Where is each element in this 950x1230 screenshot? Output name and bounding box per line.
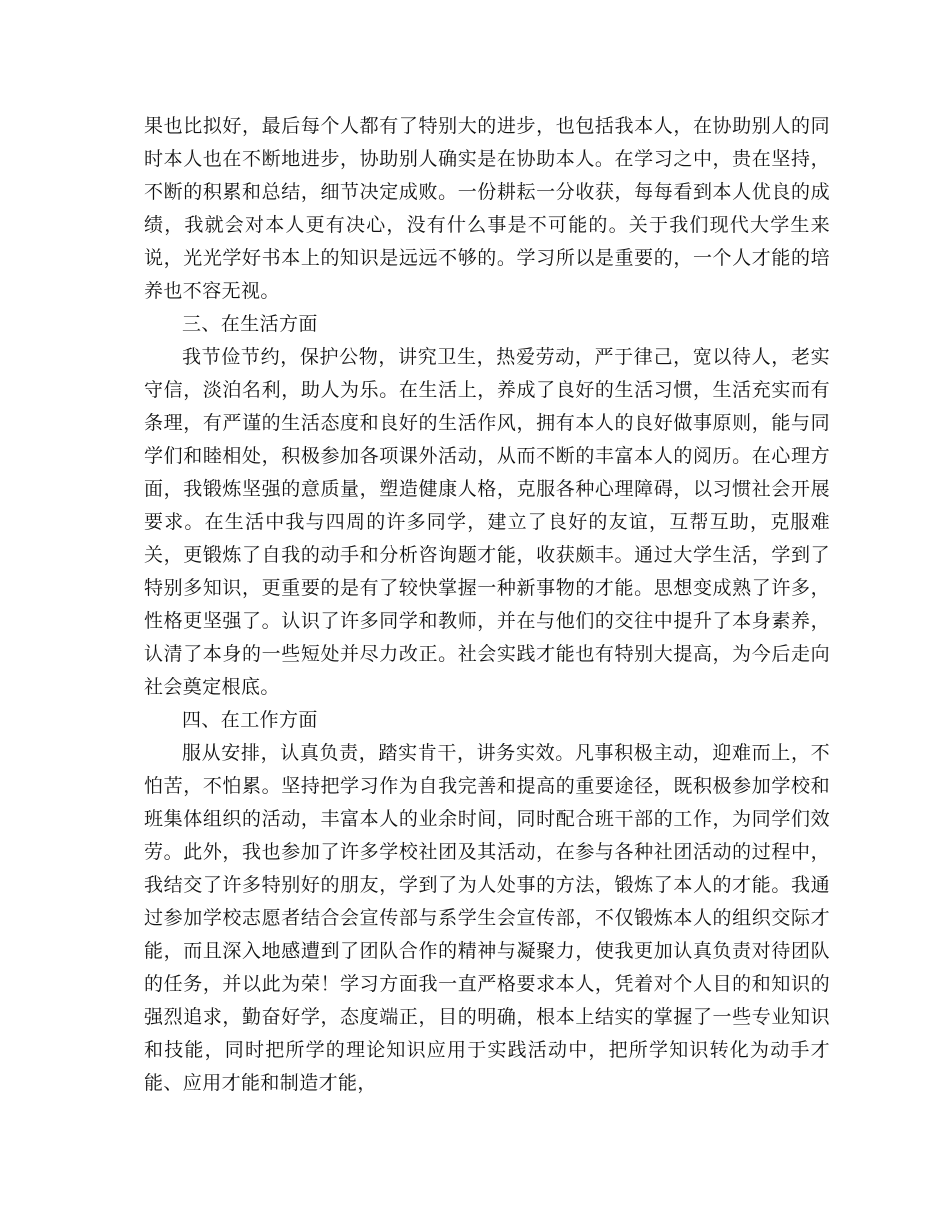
paragraph-life: 我节俭节约，保护公物，讲究卫生，热爱劳动，严于律己，宽以待人，老实守信，淡泊名利，助人为乐。在生活上，养成了良好的生活习惯，生活充实而有条理，有严谨的生活态度和良好的生活作风，拥有本人的良好做事原则，能与同学们和睦相处，积极参加各项课外活动，从而不断的丰富本人的阅历。在心理方面，我锻炼坚强的意质量，塑造健康人格，克服各种心理障碍，以习惯社会开展要求。在生活中我与四周的许多同学，建立了良好的友谊，互帮互助，克服难关，更锻炼了自我的动手和分析咨询题才能，收获颇丰。通过大学生活，学到了特别多知识，更重要的是有了较快掌握一种新事物的才能。思想变成熟了许多，性格更坚强了。认识了许多同学和教师，并在与他们的交往中提升了本身素养，认清了本身的一些短处并尽力改正。社会实践才能也有特别大提高，为今后走向社会奠定根底。 — [144, 346, 830, 698]
paragraph-study-continued: 果也比拟好，最后每个人都有了特别大的进步，也包括我本人，在协助别人的同时本人也在不断地进步，协助别人确实是在协助本人。在学习之中，贵在坚持，不断的积累和总结，细节决定成败。一份耕耘一分收获，每每看到本人优良的成绩，我就会对本人更有决心，没有什么事是不可能的。关于我们现代大学生来说，光光学好书本上的知识是远远不够的。学习所以是重要的，一个人才能的培养也不容无视。 — [144, 115, 830, 302]
document-body — [144, 110, 830, 1100]
section-heading-work: 四、在工作方面 — [182, 709, 318, 731]
paragraph-work: 服从安排，认真负责，踏实肯干，讲务实效。凡事积极主动，迎难而上，不怕苦，不怕累。坚持把学习作为自我完善和提高的重要途径，既积极参加学校和班集体组织的活动，丰富本人的业余时间，同时配合班干部的工作，为同学们效劳。此外，我也参加了许多学校社团及其活动，在参与各种社团活动的过程中，我结交了许多特别好的朋友，学到了为人处事的方法，锻炼了本人的才能。我通过参加学校志愿者结合会宣传部与系学生会宣传部，不仅锻炼本人的组织交际才能，而且深入地感遭到了团队合作的精神与凝聚力，使我更加认真负责对待团队的任务，并以此为荣！学习方面我一直严格要求本人，凭着对个人目的和知识的强烈追求，勤奋好学，态度端正，目的明确，根本上结实的掌握了一些专业知识和技能，同时把所学的理论知识应用于实践活动中，把所学知识转化为动手才能、应用才能和制造才能， — [144, 742, 830, 1094]
section-heading-life: 三、在生活方面 — [182, 313, 318, 335]
